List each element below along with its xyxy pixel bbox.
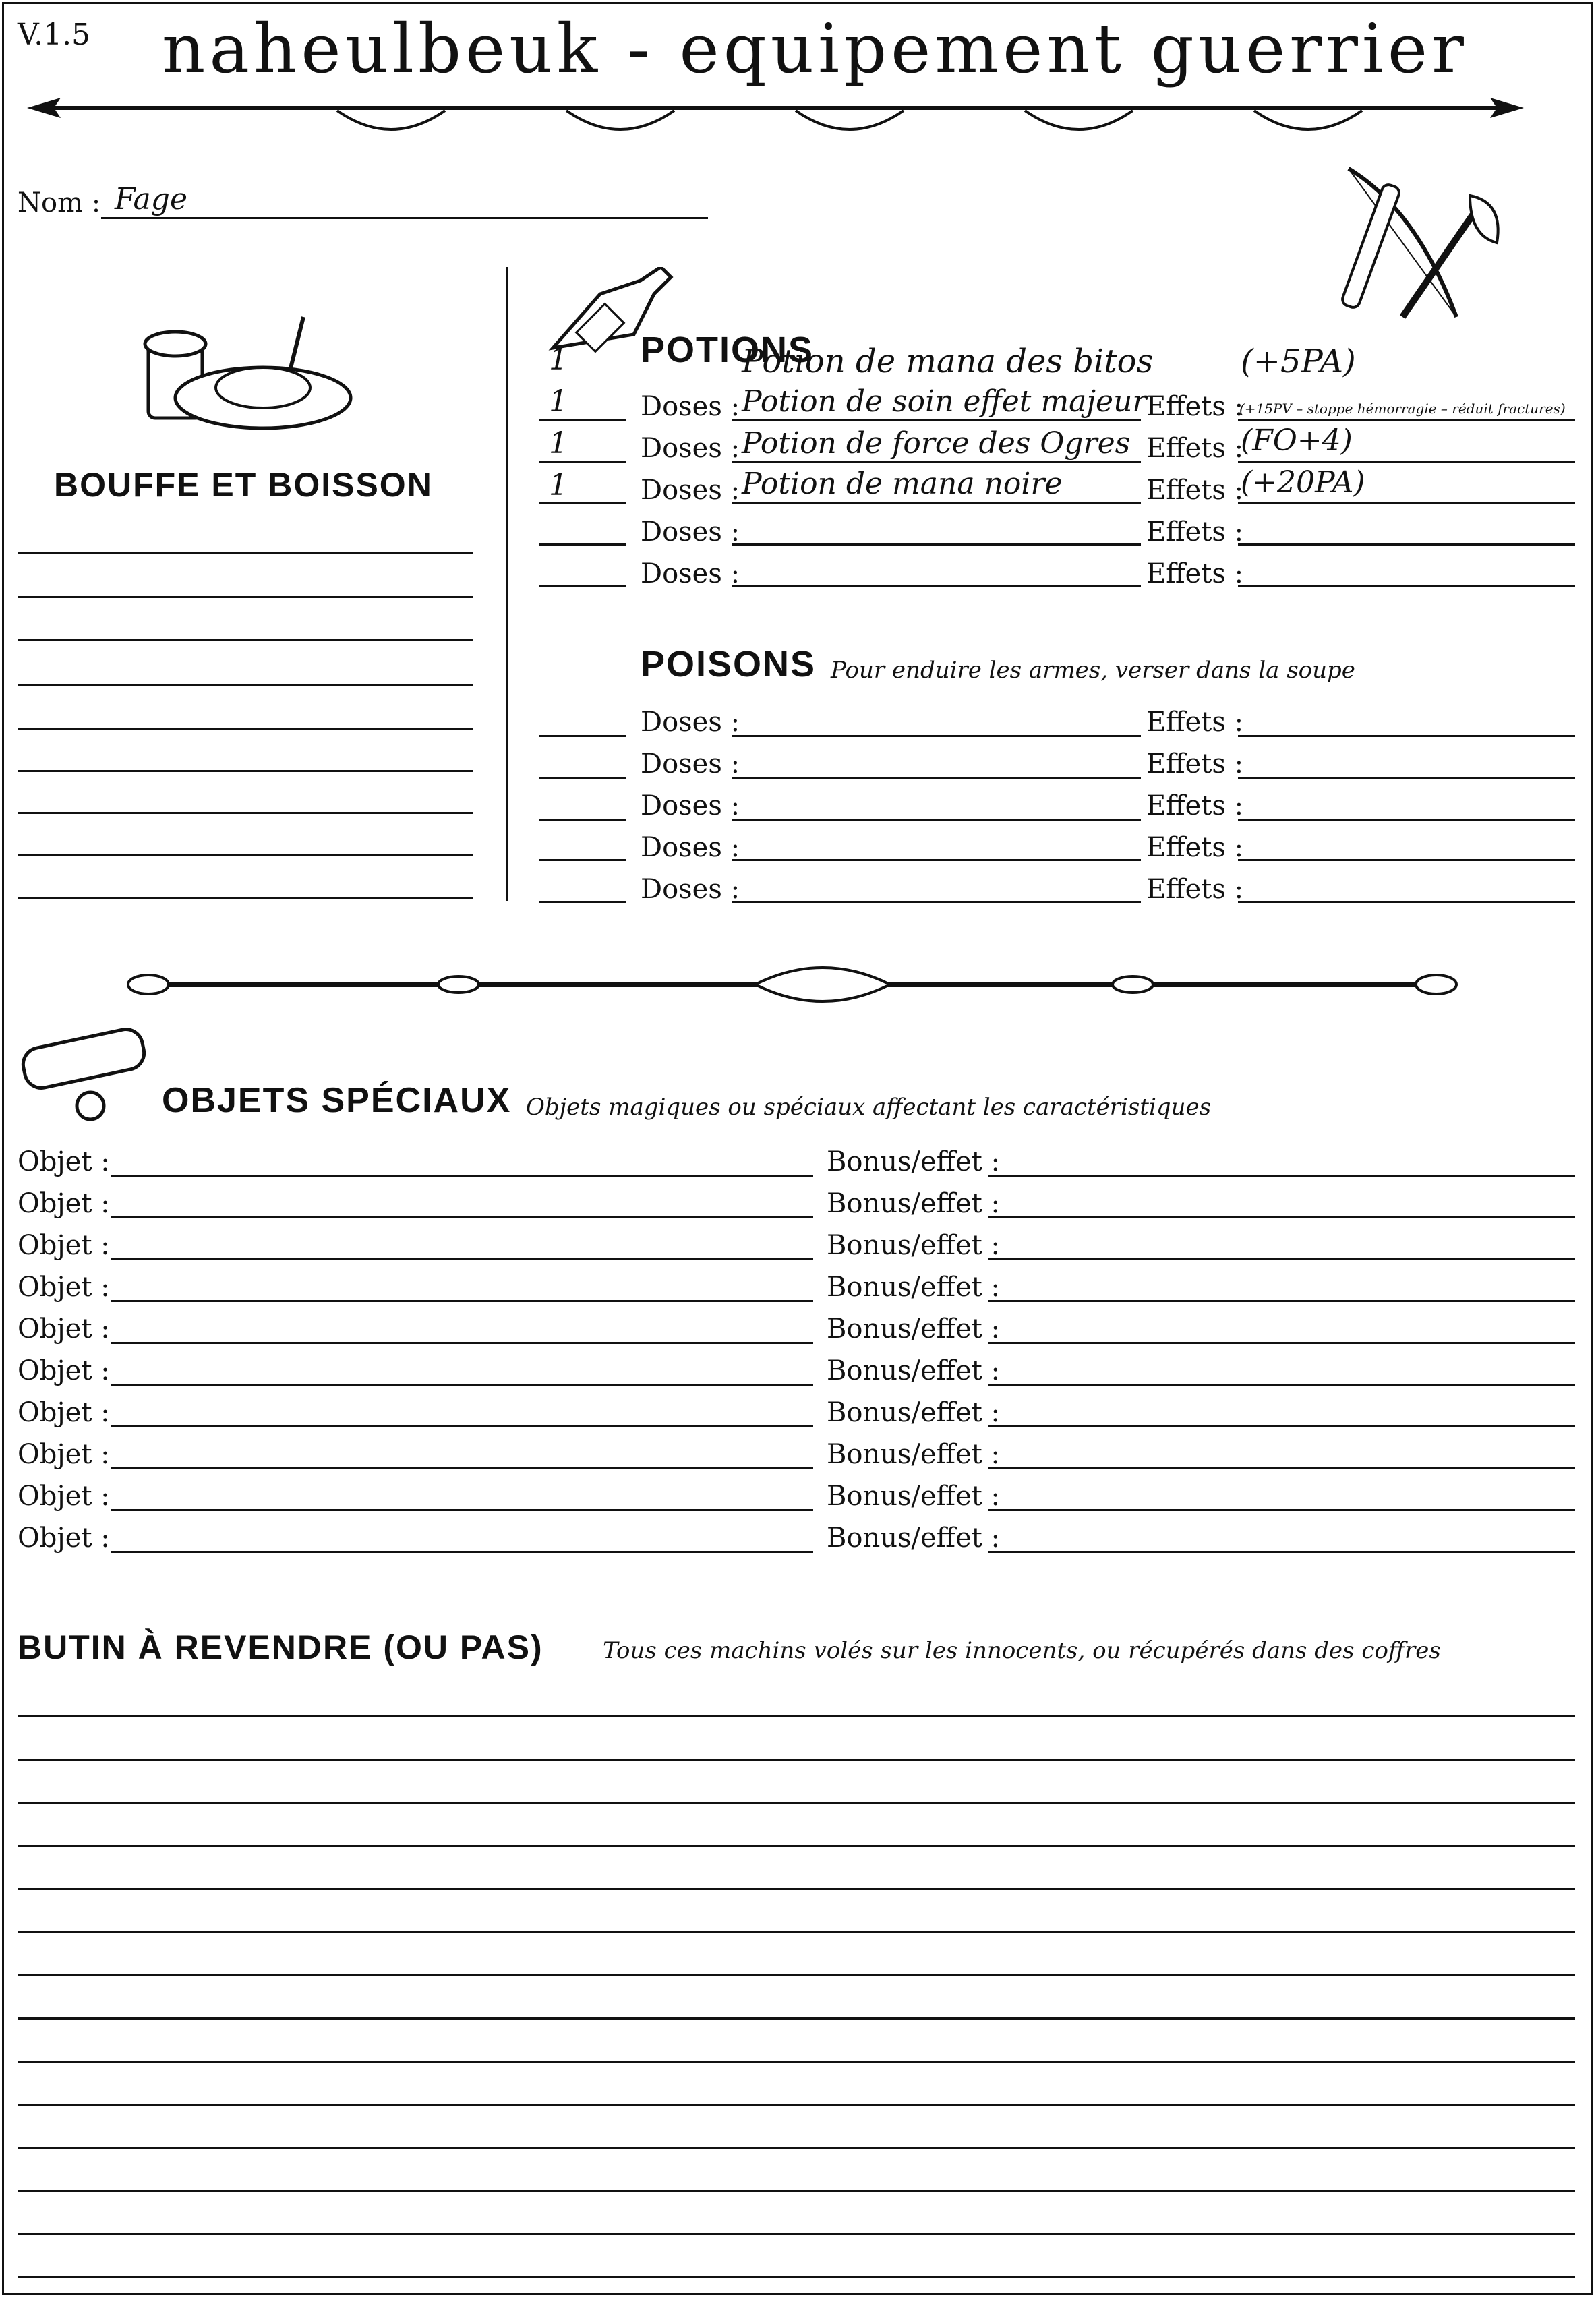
butin-line[interactable] [18, 1845, 1575, 1847]
bouffe-line[interactable] [18, 596, 473, 598]
effect-line [1238, 502, 1575, 504]
bouffe-line[interactable] [18, 897, 473, 899]
doses-label: Doses : [641, 748, 740, 779]
bonus-label: Bonus/effet : [827, 1481, 1001, 1512]
butin-line[interactable] [18, 2276, 1575, 2278]
objet-line[interactable] [111, 1384, 813, 1386]
potions-heading: POTIONS [641, 330, 815, 370]
bonus-label: Bonus/effet : [827, 1188, 1001, 1219]
objet-line[interactable] [111, 1300, 813, 1302]
potion-doses[interactable]: 1 [549, 426, 568, 461]
bonus-label: Bonus/effet : [827, 1230, 1001, 1261]
effect-line [1238, 461, 1575, 463]
bonus-line[interactable] [988, 1216, 1575, 1218]
butin-line[interactable] [18, 2104, 1575, 2106]
effect-line [1238, 419, 1575, 421]
name-line[interactable] [732, 585, 1141, 587]
page-title: naheulbeuk - equipement guerrier [162, 9, 1468, 88]
objet-line[interactable] [111, 1509, 813, 1511]
weapons-illustration [1322, 155, 1537, 337]
effets-label: Effets : [1146, 558, 1244, 589]
butin-line[interactable] [18, 2233, 1575, 2235]
effect-line[interactable] [1238, 777, 1575, 779]
potion-doses[interactable]: 1 [549, 468, 568, 502]
poisons-heading: POISONS [641, 644, 817, 684]
objet-label: Objet : [18, 1397, 110, 1428]
bouffe-line[interactable] [18, 639, 473, 641]
effect-line[interactable] [1238, 901, 1575, 903]
name-line[interactable] [732, 901, 1141, 903]
potion-effect[interactable]: (+20PA) [1241, 465, 1365, 500]
bouffe-heading: BOUFFE ET BOISSON [54, 466, 433, 504]
food-illustration [135, 303, 364, 438]
objets-heading: OBJETS SPÉCIAUX [162, 1081, 512, 1120]
butin-line[interactable] [18, 1715, 1575, 1717]
bouffe-line[interactable] [18, 684, 473, 686]
name-line [732, 419, 1141, 421]
scroll-ring-illustration [16, 1025, 158, 1126]
effets-label: Effets : [1146, 832, 1244, 863]
bonus-line[interactable] [988, 1425, 1575, 1427]
doses-label: Doses : [641, 707, 740, 738]
potion-effect[interactable]: (FO+4) [1241, 423, 1353, 458]
poisons-subtitle: Pour enduire les armes, verser dans la soupe [831, 657, 1355, 684]
doses-line [539, 543, 626, 546]
bonus-label: Bonus/effet : [827, 1439, 1001, 1470]
doses-line[interactable] [539, 819, 626, 821]
effect-line[interactable] [1238, 543, 1575, 546]
bonus-line[interactable] [988, 1509, 1575, 1511]
doses-line[interactable] [539, 735, 626, 737]
bonus-line[interactable] [988, 1551, 1575, 1553]
objet-label: Objet : [18, 1355, 110, 1386]
bouffe-line[interactable] [18, 770, 473, 772]
effets-label: Effets : [1146, 475, 1244, 506]
potion-name[interactable]: Potion de mana des bitos [742, 343, 1154, 380]
objet-line[interactable] [111, 1551, 813, 1553]
effect-line[interactable] [1238, 859, 1575, 861]
butin-line[interactable] [18, 1931, 1575, 1933]
doses-label: Doses : [641, 874, 740, 905]
nom-line [101, 217, 708, 219]
name-line [732, 502, 1141, 504]
potion-name[interactable]: Potion de force des Ogres [742, 426, 1131, 461]
butin-line[interactable] [18, 1802, 1575, 1804]
doses-label: Doses : [641, 832, 740, 863]
objet-line[interactable] [111, 1467, 813, 1469]
butin-line[interactable] [18, 2190, 1575, 2192]
bonus-line[interactable] [988, 1175, 1575, 1177]
objet-label: Objet : [18, 1523, 110, 1554]
butin-line[interactable] [18, 1974, 1575, 1976]
doses-line [539, 502, 626, 504]
doses-label: Doses : [641, 433, 740, 464]
butin-line[interactable] [18, 2147, 1575, 2149]
name-line[interactable] [732, 859, 1141, 861]
bonus-line[interactable] [988, 1384, 1575, 1386]
bonus-line[interactable] [988, 1258, 1575, 1260]
potion-name[interactable]: Potion de soin effet majeur [742, 384, 1147, 419]
potion-name[interactable]: Potion de mana noire [742, 467, 1063, 501]
name-line[interactable] [732, 819, 1141, 821]
bouffe-line[interactable] [18, 854, 473, 856]
effets-label: Effets : [1146, 874, 1244, 905]
objet-label: Objet : [18, 1188, 110, 1219]
objet-line[interactable] [111, 1216, 813, 1218]
name-line[interactable] [732, 543, 1141, 546]
bonus-label: Bonus/effet : [827, 1314, 1001, 1345]
effets-label: Effets : [1146, 391, 1244, 422]
doses-label: Doses : [641, 558, 740, 589]
effect-line[interactable] [1238, 585, 1575, 587]
bonus-label: Bonus/effet : [827, 1355, 1001, 1386]
doses-line[interactable] [539, 859, 626, 861]
objet-label: Objet : [18, 1439, 110, 1470]
objet-line[interactable] [111, 1175, 813, 1177]
doses-line [539, 461, 626, 463]
effets-label: Effets : [1146, 790, 1244, 821]
doses-label: Doses : [641, 517, 740, 548]
effets-label: Effets : [1146, 433, 1244, 464]
doses-label: Doses : [641, 475, 740, 506]
effets-label: Effets : [1146, 517, 1244, 548]
butin-line[interactable] [18, 1888, 1575, 1890]
effect-line[interactable] [1238, 735, 1575, 737]
butin-subtitle: Tous ces machins volés sur les innocents, ou récupérés dans des coffres [603, 1637, 1441, 1664]
bouffe-line[interactable] [18, 812, 473, 814]
bouffe-line[interactable] [18, 552, 473, 554]
effets-label: Effets : [1146, 748, 1244, 779]
potion-doses[interactable]: 1 [549, 384, 568, 419]
staff-divider [121, 958, 1463, 1011]
name-line [732, 461, 1141, 463]
objet-line[interactable] [111, 1342, 813, 1344]
effets-label: Effets : [1146, 707, 1244, 738]
doses-label: Doses : [641, 391, 740, 422]
nom-value[interactable]: Fage [115, 182, 187, 216]
potion-effect[interactable]: (+15PV – stoppe hémorragie – réduit fractures) [1239, 401, 1566, 417]
doses-line[interactable] [539, 777, 626, 779]
column-divider [506, 267, 508, 901]
objet-label: Objet : [18, 1314, 110, 1345]
version-label: V.1.5 [18, 18, 91, 52]
bouffe-line[interactable] [18, 728, 473, 730]
name-line[interactable] [732, 735, 1141, 737]
objets-subtitle: Objets magiques ou spéciaux affectant les caractéristiques [526, 1094, 1212, 1121]
bonus-label: Bonus/effet : [827, 1397, 1001, 1428]
bonus-label: Bonus/effet : [827, 1523, 1001, 1554]
spear-divider [13, 88, 1537, 148]
objet-line[interactable] [111, 1258, 813, 1260]
potion-effect[interactable]: (+5PA) [1241, 343, 1356, 380]
nom-label: Nom : [18, 187, 101, 218]
bonus-label: Bonus/effet : [827, 1272, 1001, 1303]
objet-label: Objet : [18, 1146, 110, 1177]
doses-line [539, 419, 626, 421]
doses-line[interactable] [539, 901, 626, 903]
bonus-line[interactable] [988, 1467, 1575, 1469]
bonus-label: Bonus/effet : [827, 1146, 1001, 1177]
bonus-line[interactable] [988, 1300, 1575, 1302]
objet-label: Objet : [18, 1230, 110, 1261]
effect-line[interactable] [1238, 819, 1575, 821]
butin-line[interactable] [18, 1759, 1575, 1761]
objet-label: Objet : [18, 1481, 110, 1512]
objet-label: Objet : [18, 1272, 110, 1303]
butin-line[interactable] [18, 2061, 1575, 2063]
objet-line[interactable] [111, 1425, 813, 1427]
bonus-line[interactable] [988, 1342, 1575, 1344]
doses-line [539, 585, 626, 587]
butin-line[interactable] [18, 2017, 1575, 2020]
name-line[interactable] [732, 777, 1141, 779]
butin-heading: BUTIN À REVENDRE (OU PAS) [18, 1628, 543, 1666]
potion-doses[interactable]: 1 [549, 343, 568, 377]
doses-label: Doses : [641, 790, 740, 821]
